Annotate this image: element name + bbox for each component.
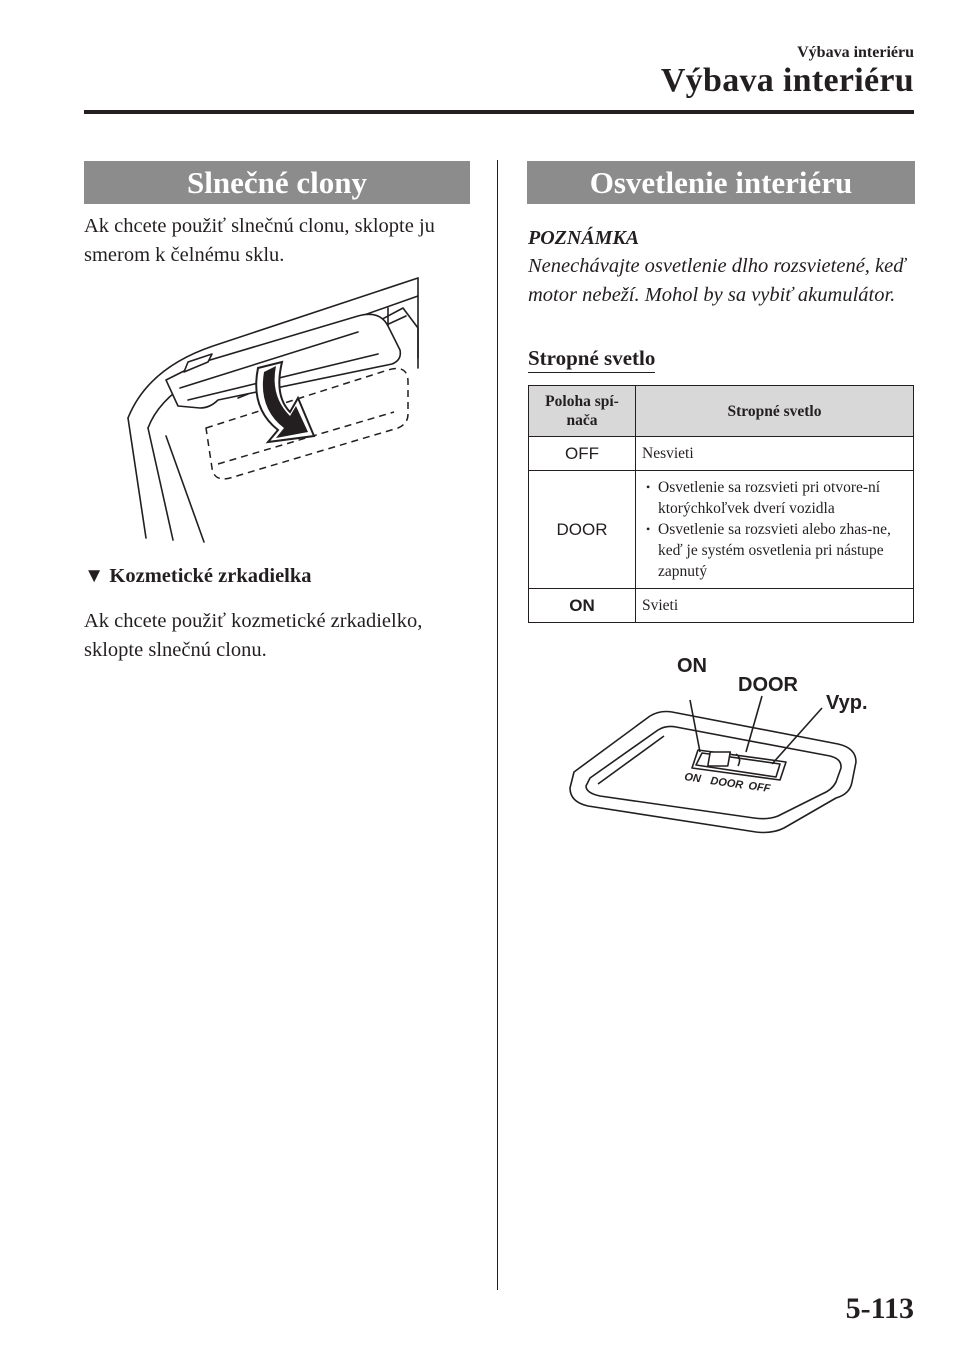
description-on: Svieti bbox=[636, 589, 914, 623]
mirror-text: Ak chcete použiť kozmetické zrkadielko, sklopte slnečnú clonu. bbox=[84, 610, 423, 661]
ceiling-light-heading: Stropné svetlo bbox=[528, 346, 655, 373]
table-header-row bbox=[529, 386, 914, 437]
ceiling-light-illustration bbox=[560, 640, 890, 850]
mirror-heading-row bbox=[84, 565, 312, 588]
figure-label-off: Vyp. bbox=[826, 692, 868, 714]
list-item: • Osvetlenie sa rozsvieti pri otvore-ní ktorýchkoľvek dverí vozidla bbox=[642, 477, 907, 519]
sun-visor-illustration bbox=[118, 268, 436, 544]
figure-label-on: ON bbox=[677, 655, 707, 677]
triangle-marker-icon: ▼ bbox=[84, 565, 105, 587]
section-title-sun-visors: Slnečné clony bbox=[84, 161, 470, 204]
position-off: OFF bbox=[529, 437, 636, 471]
ceiling-light-drawing bbox=[560, 640, 890, 850]
table-row bbox=[529, 437, 914, 471]
position-on: ON bbox=[529, 589, 636, 623]
section-title-interior-lights: Osvetlenie interiéru bbox=[527, 161, 915, 204]
description-door bbox=[636, 471, 914, 589]
note-text: Nenechávajte osvetlenie dlho rozsvietené, keď motor nebeží. Mohol by sa vybiť akumulátor. bbox=[528, 255, 906, 306]
switch-label-door: DOOR bbox=[709, 775, 744, 792]
mirror-heading: Kozmetické zrkadielka bbox=[109, 565, 312, 587]
running-header-title: Výbava interiéru bbox=[660, 62, 914, 99]
position-door: DOOR bbox=[529, 471, 636, 589]
switch-label-off: OFF bbox=[747, 780, 772, 796]
header-rule bbox=[84, 110, 914, 114]
column-divider bbox=[497, 160, 498, 1290]
table-row bbox=[529, 589, 914, 623]
sun-visor-text: Ak chcete použiť slnečnú clonu, sklopte ju smerom k čelnému sklu. bbox=[84, 215, 435, 266]
description-off: Nesvieti bbox=[636, 437, 914, 471]
figure-label-door: DOOR bbox=[738, 674, 798, 696]
note-title: POZNÁMKA bbox=[528, 227, 640, 249]
running-header-small: Výbava interiéru bbox=[797, 44, 914, 61]
switch-label-on: ON bbox=[683, 771, 702, 786]
page-number: 5-113 bbox=[845, 1292, 914, 1325]
column-header-position: Poloha spí- nača bbox=[529, 386, 636, 437]
list-item: • Osvetlenie sa rozsvieti alebo zhas-ne, keď je systém osvetlenia pri nástupe zapnutý bbox=[642, 519, 907, 582]
column-header-light: Stropné svetlo bbox=[636, 386, 914, 437]
table-row bbox=[529, 471, 914, 589]
ceiling-light-table bbox=[528, 385, 914, 623]
